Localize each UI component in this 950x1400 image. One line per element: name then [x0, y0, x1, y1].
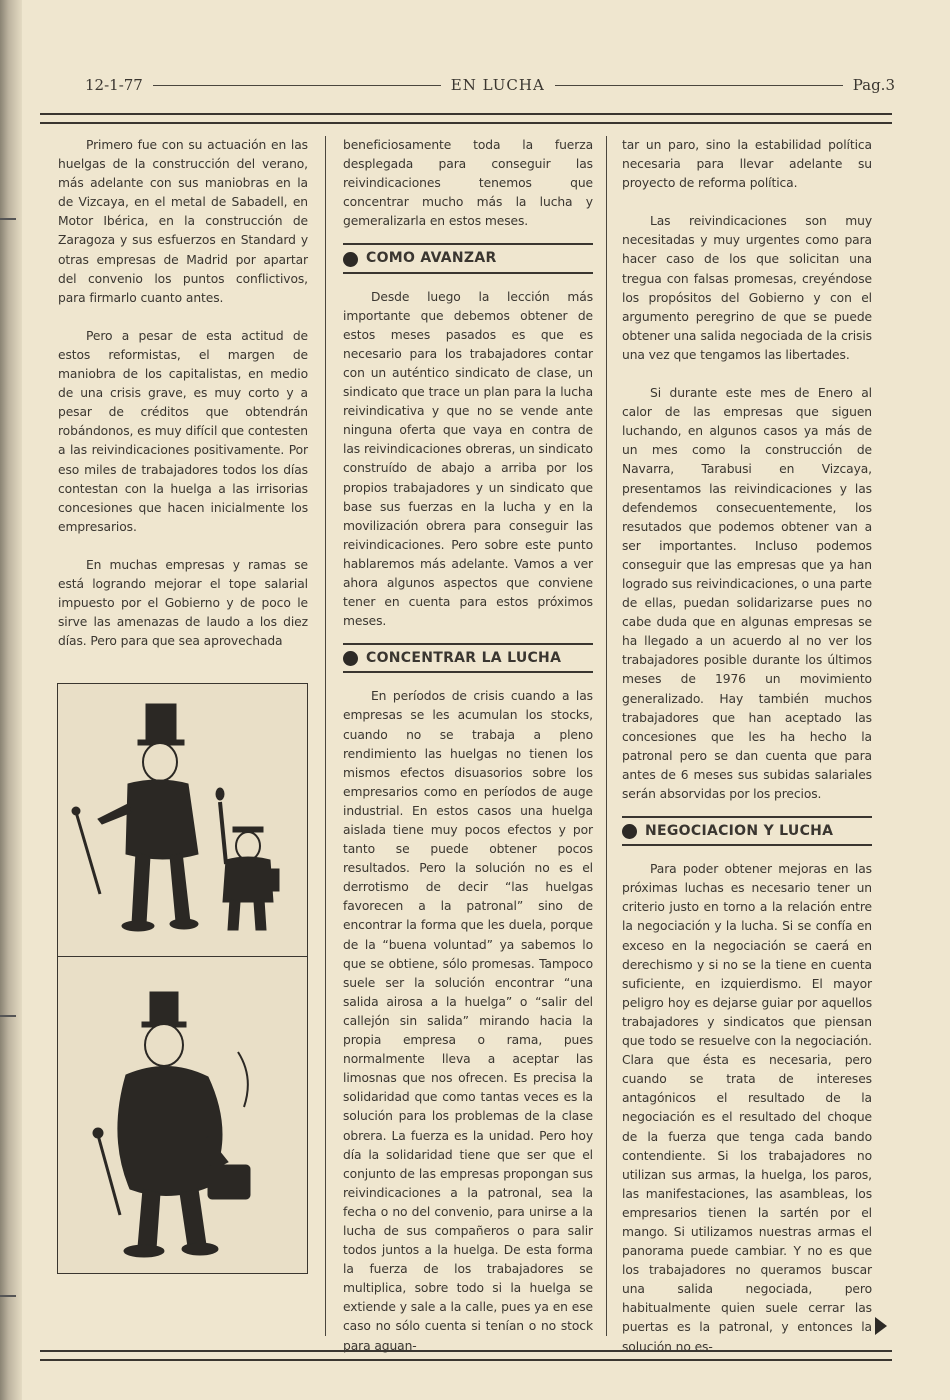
- binding-mark: [0, 1295, 16, 1297]
- section-heading-concentrar-la-lucha: [343, 643, 593, 673]
- column-divider: [606, 136, 607, 1336]
- right-arrow-continue-icon: [875, 1317, 887, 1335]
- header-rule-right: [555, 85, 843, 86]
- cartoon-panel-top: [57, 683, 308, 958]
- top-double-rule: [40, 113, 892, 124]
- heading-text: NEGOCIACION Y LUCHA: [645, 823, 834, 840]
- paragraph: Las reivindicaciones son muy necesitadas y muy urgentes como para hacer caso de los que solicitan una tregua con falsas promesas, creyéndose los propósitos del Gobierno y con el argumento peregrino de que se puede obtener una salida negociada de la crisis una vez que tengamos las libertades.: [622, 214, 872, 362]
- paragraph: Si durante este mes de Enero al calor de las empresas que siguen luchando, en algunos casos ya más de un mes como la construcción de Navarra, Tarabusi en Vizcaya, presentamos las reivindicaciones y las defendemos consecuentemente, los resutados que podemos obtener van a ser importantes. Incluso podemos conseguir que las empresas que ya han logrado sus reivindicaciones, o una parte de ellas, puedan solidarizarse pues no cabe duda que en algunas empresas se ha llegado a un acuerdo al no ver los trabajadores posible durante los últimos meses de 1976 un movimiento generalizado. Hay también muchos trabajadores que han aceptado las concesiones que les ha hecho la patronal pero se dan cuenta que para antes de 6 meses sus subidas salariales serán absorvidas por los precios.: [622, 386, 872, 801]
- paragraph: Desde luego la lección más importante que debemos obtener de estos meses pasados es que es necesario para los trabajadores contar con un auténtico sindicato de clase, un sindicato que trace un plan para la lucha reivindicativa y que no se vende ante ninguna oferta que vaya en contra de las reivindicaciones obreras, un sindicato construído de abajo a arriba por los propios trabajadores y un sindicato que base sus fuerzas en la lucha y en la movilización obrera para conseguir las reivindicaciones. Pero sobre este punto hablaremos más adelante. Vamos a ver ahora algunos aspectos que conviene tener en cuenta para estos próximos meses.: [343, 289, 593, 629]
- running-header: [85, 74, 895, 96]
- paragraph: beneficiosamente toda la fuerza desplegada para conseguir las reivindicaciones tenemos que concentrar mucho más la lucha y gemeralizarla en estos meses.: [343, 138, 593, 229]
- column-1: [58, 136, 308, 651]
- section-heading-negociacion-y-lucha: [622, 816, 872, 846]
- paragraph: Primero fue con su actuación en las huelgas de la construcción del verano, más adelante con sus maniobras en la de Vizcaya, en el metal de Sabadell, en Motor Ibérica, en la construcción de Zaragoza y sus esfuerzos en Standard y otras empresas de Madrid por apartar del convenio los puntos conflictivos, para firmarlo cuanto antes.: [58, 138, 308, 305]
- column-3: [622, 136, 872, 1357]
- paragraph: Pero a pesar de esta actitud de estos reformistas, el margen de maniobra de los capitalistas, en medio de una crisis grave, es muy corto y a pesar de créditos que obtendrán robándonos, es muy difícil que contesten a las reivindicaciones positivamente. Por eso miles de trabajadores todos los días contestan con la huelga a las irrisorias concesiones que hacen inicialmente los empresarios.: [58, 328, 308, 534]
- column-2: [343, 136, 593, 1356]
- binding-gutter: [0, 0, 22, 1400]
- paragraph: En períodos de crisis cuando a las empresas se les acumulan los stocks, cuando no se trabaja a pleno rendimiento las huelgas no tienen los mismos efectos disuasorios sobre los empresarios como en períodos de auge industrial. En estos casos una huelga aislada tiene muy pocos efectos y por tanto se puede obtener pocos resultados. Pero la solución no es el derrotismo de decir “las huelgas favorecen a la patronal” sino de encontrar la forma que les duela, porque de la “buena voluntad” ya sabemos lo que se obtiene, sólo promesas. Tampoco suele ser la solución encontrar “una salida airosa a la huelga” o “salir del callejón sin salida” mirando hacia la propia empresa o rama, pues normalmente lleva a aceptar las limosnas que nos ofrecen. Es precisa la solidaridad que como tantas veces es la solución para los problemas de la clase obrera. La fuerza es la unidad. Pero hoy día la solidaridad tiene que ser que el conjunto de las empresas propongan sus reivindicaciones a la patronal, sea la fecha o no del convenio, para unirse a la lucha de sus compañeros o para salir todos juntos a la huelga. De esta forma la fuerza de los trabajadores se multiplica, sobre todo si la huelga se extiende y sale a la calle, pues ya en ese caso no sólo cuenta si tenían o no stock para aguan-: [343, 689, 593, 1353]
- binding-mark: [0, 218, 16, 220]
- paragraph: En muchas empresas y ramas se está logrando mejorar el tope salarial impuesto por el Gobierno y de poco le sirve las amenazas de laudo a los diez días. Pero para que sea aprovechada: [58, 557, 308, 649]
- paragraph: tar un paro, sino la estabilidad política necesaria para llevar adelante su proyecto de reforma política.: [622, 138, 872, 191]
- column-divider: [325, 136, 326, 1336]
- bottom-double-rule: [40, 1350, 892, 1361]
- cartoon-capitalist-and-worker-illustration: [58, 684, 307, 957]
- bullet-icon: [343, 252, 358, 267]
- heading-text: CONCENTRAR LA LUCHA: [366, 650, 562, 667]
- page-number: Pag.3: [852, 76, 895, 94]
- header-rule-left: [153, 85, 441, 86]
- section-heading-como-avanzar: [343, 243, 593, 273]
- binding-mark: [0, 1015, 16, 1017]
- paragraph: Para poder obtener mejoras en las próximas luchas es necesario tener un criterio justo en torno a la relación entre la negociación y la lucha. Si se confía en exceso en la negociación se caerá en derechismo y si no se la tiene en cuenta suficiente, en izquierdismo. El mayor peligro hoy es dejarse guiar por aquellos trabajadores y sindicatos que piensan que todo se resuelve con la negociación. Clara que ésta es necesaria, pero cuando se trata de intereses antagónicos el resultado de la negociación es el resultado del choque de la fuerza que tenga cada bando contendiente. Si los trabajadores no utilizan sus armas, la huelga, los paros, las manifestaciones, las asambleas, los empresarios tienen la sartén por el mango. Si utilizamos nuestras armas el panorama puede cambiar. Y no es que los trabajadores no queramos buscar una salida negociada, pero habitualmente quien suele cerrar las puertas es la patronal, y entonces la solución no es-: [622, 862, 872, 1354]
- cartoon-capitalist-with-bag-illustration: [58, 957, 307, 1273]
- bullet-icon: [343, 651, 358, 666]
- cartoon-panel-bottom: [57, 956, 308, 1274]
- heading-text: COMO AVANZAR: [366, 250, 497, 267]
- issue-date: 12-1-77: [85, 76, 143, 94]
- bullet-icon: [622, 824, 637, 839]
- publication-title: EN LUCHA: [450, 76, 545, 94]
